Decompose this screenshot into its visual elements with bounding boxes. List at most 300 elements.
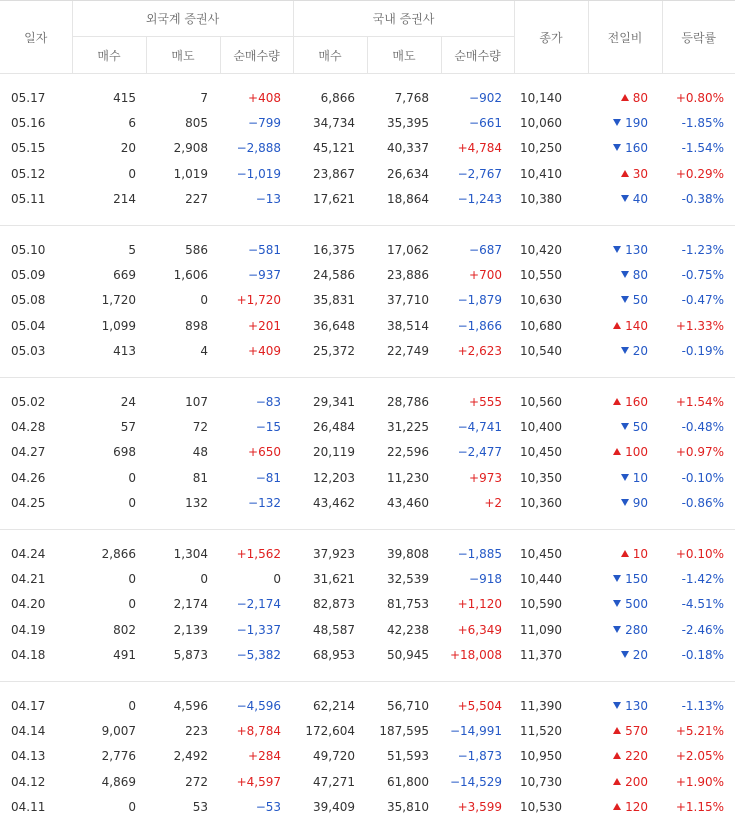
foreign-buy-cell: 802: [113, 622, 136, 637]
rate-cell: -0.19%: [681, 344, 725, 359]
row-date: 05.16: [11, 116, 46, 131]
domestic-buy-cell: 36,648: [313, 318, 356, 333]
foreign-sell-cell: 272: [185, 774, 208, 789]
domestic-sell-cell: 22,749: [387, 344, 430, 359]
row-date: 04.18: [11, 648, 46, 663]
change-value: 570: [625, 723, 649, 738]
domestic-buy-cell: 16,375: [313, 242, 356, 257]
domestic-sell-cell: 39,808: [387, 546, 430, 561]
row-date: 04.25: [11, 496, 46, 511]
rate-cell: +1.90%: [675, 774, 725, 789]
domestic-buy-cell: 35,831: [313, 293, 356, 308]
domestic-buy-cell: 45,121: [313, 141, 356, 156]
table-row: [0, 566, 735, 591]
foreign-buy-cell: 57: [120, 419, 136, 434]
rate-cell: -1.42%: [681, 571, 725, 586]
domestic-sell-cell: 35,810: [387, 800, 430, 815]
spacer-cell: [0, 681, 735, 693]
foreign-net-cell: +4,597: [236, 774, 282, 789]
change-value: 130: [625, 698, 649, 713]
domestic-sell-cell: 17,062: [387, 242, 430, 257]
domestic-net-cell: +973: [469, 470, 503, 485]
domestic-buy-cell: 37,923: [313, 546, 356, 561]
group-top-spacer: [0, 529, 735, 541]
spacer-cell: [0, 377, 735, 389]
triangle-up-icon: [621, 550, 629, 557]
foreign-buy-cell: 5: [128, 242, 136, 257]
domestic-sell-cell: 51,593: [387, 749, 430, 764]
foreign-net-cell: −2,174: [236, 597, 282, 612]
spacer-cell: [0, 74, 735, 86]
triangle-up-icon: [613, 727, 621, 734]
foreign-buy-cell: 2,866: [101, 546, 136, 561]
domestic-net-cell: −2,767: [457, 166, 503, 181]
header-domestic-net: 순매수량: [441, 37, 514, 74]
domestic-net-cell: +555: [469, 394, 503, 409]
foreign-sell-cell: 1,019: [173, 166, 208, 181]
change-value: 30: [632, 166, 649, 181]
rate-cell: -1.54%: [681, 141, 725, 156]
table-row: [0, 465, 735, 490]
foreign-sell-cell: 1,606: [173, 268, 208, 283]
foreign-net-cell: −1,337: [236, 622, 282, 637]
table-row: [0, 136, 735, 161]
group-divider: [0, 668, 735, 682]
header-change: 전일비: [588, 1, 662, 74]
domestic-net-cell: −4,741: [457, 419, 503, 434]
table-row: [0, 110, 735, 135]
domestic-buy-cell: 34,734: [313, 116, 356, 131]
domestic-sell-cell: 35,395: [387, 116, 430, 131]
triangle-up-icon: [613, 448, 621, 455]
change-cell: [588, 465, 662, 490]
domestic-sell-cell: 56,710: [387, 698, 430, 713]
domestic-net-cell: −1,243: [457, 192, 503, 207]
domestic-buy-cell: 20,119: [313, 445, 356, 460]
domestic-buy-cell: 172,604: [305, 723, 356, 738]
foreign-buy-cell: 1,099: [101, 318, 136, 333]
domestic-net-cell: −2,477: [457, 445, 503, 460]
close-price-cell: 10,450: [520, 445, 563, 460]
change-cell: [588, 136, 662, 161]
group-top-spacer: [0, 681, 735, 693]
table-row: [0, 744, 735, 769]
domestic-sell-cell: 40,337: [387, 141, 430, 156]
rate-cell: +0.80%: [675, 90, 725, 105]
change-cell: [588, 490, 662, 515]
foreign-sell-cell: 223: [185, 723, 208, 738]
triangle-down-icon: [621, 423, 629, 430]
triangle-down-icon: [613, 144, 621, 151]
row-date: 05.04: [11, 318, 46, 333]
change-cell: [588, 440, 662, 465]
triangle-up-icon: [613, 803, 621, 810]
table-row: [0, 389, 735, 414]
close-price-cell: 10,590: [520, 597, 563, 612]
domestic-net-cell: −14,991: [449, 723, 503, 738]
rate-cell: -0.10%: [681, 470, 725, 485]
table-row: [0, 262, 735, 287]
change-cell: [588, 693, 662, 718]
foreign-buy-cell: 1,720: [101, 293, 136, 308]
foreign-net-cell: 0: [273, 571, 282, 586]
row-date: 05.12: [11, 166, 46, 181]
table-row: [0, 794, 735, 819]
group-top-spacer: [0, 74, 735, 86]
foreign-net-cell: −799: [248, 116, 282, 131]
close-price-cell: 10,950: [520, 749, 563, 764]
change-value: 10: [632, 470, 649, 485]
row-date: 04.19: [11, 622, 46, 637]
foreign-sell-cell: 48: [192, 445, 208, 460]
triangle-down-icon: [621, 651, 629, 658]
foreign-net-cell: −53: [255, 800, 282, 815]
rate-cell: +1.15%: [675, 800, 725, 815]
domestic-sell-cell: 28,786: [387, 394, 430, 409]
change-value: 160: [625, 141, 649, 156]
foreign-net-cell: −13: [255, 192, 282, 207]
domestic-sell-cell: 18,864: [387, 192, 430, 207]
table-row: [0, 541, 735, 566]
domestic-buy-cell: 43,462: [313, 496, 356, 511]
header-domestic-buy: 매수: [293, 37, 367, 74]
change-cell: [588, 744, 662, 769]
foreign-net-cell: +1,562: [236, 546, 282, 561]
change-value: 80: [632, 90, 649, 105]
domestic-buy-cell: 26,484: [313, 419, 356, 434]
change-value: 20: [632, 648, 649, 663]
table-row: [0, 440, 735, 465]
foreign-buy-cell: 669: [113, 268, 136, 283]
domestic-net-cell: +2: [484, 496, 503, 511]
table-row: [0, 288, 735, 313]
domestic-sell-cell: 7,768: [394, 90, 430, 105]
close-price-cell: 10,440: [520, 571, 563, 586]
foreign-sell-cell: 898: [185, 318, 208, 333]
header-close: 종가: [514, 1, 588, 74]
change-cell: [588, 718, 662, 743]
domestic-net-cell: −687: [469, 242, 503, 257]
change-value: 50: [632, 419, 649, 434]
foreign-buy-cell: 0: [128, 597, 136, 612]
rate-cell: -4.51%: [681, 597, 725, 612]
foreign-net-cell: +650: [248, 445, 282, 460]
domestic-sell-cell: 43,460: [387, 496, 430, 511]
header-foreign-sell: 매도: [146, 37, 220, 74]
table-row: [0, 237, 735, 262]
foreign-sell-cell: 132: [185, 496, 208, 511]
foreign-sell-cell: 5,873: [173, 648, 208, 663]
domestic-sell-cell: 50,945: [387, 648, 430, 663]
close-price-cell: 10,680: [520, 318, 563, 333]
change-value: 20: [632, 344, 649, 359]
table-row: [0, 414, 735, 439]
header-rate: 등락률: [662, 1, 735, 74]
domestic-net-cell: −661: [469, 116, 503, 131]
foreign-net-cell: −2,888: [236, 141, 282, 156]
header-date: 일자: [0, 1, 72, 74]
foreign-sell-cell: 2,174: [173, 597, 208, 612]
domestic-buy-cell: 25,372: [313, 344, 356, 359]
domestic-net-cell: +6,349: [457, 622, 503, 637]
change-cell: [588, 541, 662, 566]
foreign-sell-cell: 1,304: [173, 546, 208, 561]
row-date: 04.28: [11, 419, 46, 434]
group-divider: [0, 516, 735, 530]
row-date: 05.08: [11, 293, 46, 308]
header-domestic-sell: 매도: [367, 37, 441, 74]
rate-cell: -0.86%: [681, 496, 725, 511]
domestic-net-cell: −14,529: [449, 774, 503, 789]
domestic-buy-cell: 48,587: [313, 622, 356, 637]
domestic-net-cell: −1,873: [457, 749, 503, 764]
foreign-sell-cell: 0: [200, 293, 208, 308]
change-value: 90: [632, 496, 649, 511]
change-value: 220: [625, 749, 649, 764]
domestic-sell-cell: 31,225: [387, 419, 430, 434]
foreign-buy-cell: 0: [128, 166, 136, 181]
foreign-sell-cell: 805: [185, 116, 208, 131]
domestic-sell-cell: 26,634: [387, 166, 430, 181]
rate-cell: +5.21%: [675, 723, 725, 738]
domestic-buy-cell: 23,867: [313, 166, 356, 181]
foreign-sell-cell: 2,492: [173, 749, 208, 764]
domestic-sell-cell: 38,514: [387, 318, 430, 333]
change-cell: [588, 642, 662, 667]
triangle-down-icon: [621, 296, 629, 303]
close-price-cell: 11,520: [520, 723, 563, 738]
close-price-cell: 10,420: [520, 242, 563, 257]
foreign-sell-cell: 0: [200, 571, 208, 586]
change-value: 80: [632, 268, 649, 283]
triangle-down-icon: [613, 702, 621, 709]
domestic-sell-cell: 11,230: [387, 470, 430, 485]
foreign-net-cell: −15: [255, 419, 282, 434]
domestic-net-cell: +3,599: [457, 800, 503, 815]
triangle-up-icon: [613, 398, 621, 405]
row-date: 05.11: [11, 192, 46, 207]
row-date: 04.24: [11, 546, 46, 561]
foreign-net-cell: −937: [248, 268, 282, 283]
foreign-net-cell: +1,720: [236, 293, 282, 308]
row-date: 05.10: [11, 242, 46, 257]
foreign-sell-cell: 72: [192, 419, 208, 434]
triangle-up-icon: [613, 752, 621, 759]
rate-cell: -1.85%: [681, 116, 725, 131]
foreign-sell-cell: 2,139: [173, 622, 208, 637]
foreign-buy-cell: 698: [113, 445, 136, 460]
table-row: [0, 313, 735, 338]
foreign-buy-cell: 413: [113, 344, 136, 359]
change-cell: [588, 566, 662, 591]
triangle-down-icon: [613, 119, 621, 126]
foreign-buy-cell: 0: [128, 800, 136, 815]
foreign-sell-cell: 81: [192, 470, 208, 485]
row-date: 05.02: [11, 394, 46, 409]
divider-cell: [0, 364, 735, 378]
row-date: 04.17: [11, 698, 46, 713]
row-date: 04.13: [11, 749, 46, 764]
rate-cell: -0.18%: [681, 648, 725, 663]
triangle-down-icon: [621, 195, 629, 202]
table-row: [0, 617, 735, 642]
domestic-buy-cell: 39,409: [313, 800, 356, 815]
row-date: 05.15: [11, 141, 46, 156]
table-row: [0, 693, 735, 718]
change-value: 130: [625, 242, 649, 257]
foreign-net-cell: +409: [248, 344, 282, 359]
domestic-sell-cell: 23,886: [387, 268, 430, 283]
foreign-buy-cell: 0: [128, 698, 136, 713]
domestic-buy-cell: 12,203: [313, 470, 356, 485]
close-price-cell: 10,410: [520, 166, 563, 181]
close-price-cell: 10,530: [520, 800, 563, 815]
foreign-sell-cell: 4,596: [173, 698, 208, 713]
change-cell: [588, 617, 662, 642]
triangle-up-icon: [621, 170, 629, 177]
rate-cell: -0.38%: [681, 192, 725, 207]
foreign-net-cell: −132: [248, 496, 282, 511]
foreign-sell-cell: 7: [200, 90, 208, 105]
foreign-net-cell: −81: [255, 470, 282, 485]
triangle-down-icon: [613, 575, 621, 582]
domestic-net-cell: −1,879: [457, 293, 503, 308]
change-cell: [588, 414, 662, 439]
close-price-cell: 10,400: [520, 419, 563, 434]
domestic-sell-cell: 32,539: [387, 571, 430, 586]
rate-cell: -0.48%: [681, 419, 725, 434]
domestic-net-cell: +2,623: [457, 344, 503, 359]
domestic-buy-cell: 17,621: [313, 192, 356, 207]
domestic-buy-cell: 31,621: [313, 571, 356, 586]
foreign-buy-cell: 0: [128, 496, 136, 511]
domestic-buy-cell: 68,953: [313, 648, 356, 663]
domestic-buy-cell: 62,214: [313, 698, 356, 713]
close-price-cell: 10,450: [520, 546, 563, 561]
change-cell: [588, 389, 662, 414]
foreign-sell-cell: 53: [192, 800, 208, 815]
foreign-net-cell: −5,382: [236, 648, 282, 663]
change-value: 140: [625, 318, 649, 333]
rate-cell: +0.29%: [675, 166, 725, 181]
triangle-up-icon: [613, 322, 621, 329]
change-value: 500: [625, 597, 649, 612]
rate-cell: -2.46%: [681, 622, 725, 637]
foreign-buy-cell: 0: [128, 470, 136, 485]
group-top-spacer: [0, 225, 735, 237]
triangle-down-icon: [621, 499, 629, 506]
foreign-buy-cell: 20: [120, 141, 136, 156]
rate-cell: +1.54%: [675, 394, 725, 409]
divider-cell: [0, 516, 735, 530]
close-price-cell: 10,140: [520, 90, 563, 105]
foreign-sell-cell: 227: [185, 192, 208, 207]
triangle-down-icon: [613, 626, 621, 633]
foreign-buy-cell: 415: [113, 90, 136, 105]
close-price-cell: 10,350: [520, 470, 563, 485]
change-value: 160: [625, 394, 649, 409]
change-cell: [588, 769, 662, 794]
row-date: 04.14: [11, 723, 46, 738]
domestic-net-cell: +18,008: [449, 648, 503, 663]
header-foreign-buy: 매수: [72, 37, 146, 74]
triangle-up-icon: [621, 94, 629, 101]
change-cell: [588, 288, 662, 313]
rate-cell: +2.05%: [675, 749, 725, 764]
foreign-net-cell: +408: [248, 90, 282, 105]
change-cell: [588, 161, 662, 186]
foreign-net-cell: −1,019: [236, 166, 282, 181]
close-price-cell: 10,730: [520, 774, 563, 789]
foreign-net-cell: +284: [248, 749, 282, 764]
header-foreign-net: 순매수량: [220, 37, 293, 74]
close-price-cell: 10,250: [520, 141, 563, 156]
domestic-net-cell: −1,885: [457, 546, 503, 561]
foreign-sell-cell: 107: [185, 394, 208, 409]
group-top-spacer: [0, 377, 735, 389]
domestic-net-cell: +700: [469, 268, 503, 283]
close-price-cell: 10,540: [520, 344, 563, 359]
foreign-buy-cell: 9,007: [101, 723, 136, 738]
foreign-buy-cell: 2,776: [101, 749, 136, 764]
domestic-net-cell: +1,120: [457, 597, 503, 612]
table-row: [0, 592, 735, 617]
foreign-net-cell: −4,596: [236, 698, 282, 713]
spacer-cell: [0, 529, 735, 541]
row-date: 04.21: [11, 571, 46, 586]
close-price-cell: 10,380: [520, 192, 563, 207]
table-body: [0, 74, 735, 820]
row-date: 04.11: [11, 800, 46, 815]
domestic-sell-cell: 61,800: [387, 774, 430, 789]
rate-cell: -1.13%: [681, 698, 725, 713]
domestic-buy-cell: 47,271: [313, 774, 356, 789]
domestic-sell-cell: 37,710: [387, 293, 430, 308]
foreign-buy-cell: 4,869: [101, 774, 136, 789]
triangle-down-icon: [613, 246, 621, 253]
foreign-net-cell: +201: [248, 318, 282, 333]
header-foreign-brokers: 외국계 증권사: [72, 1, 293, 37]
change-cell: [588, 85, 662, 110]
close-price-cell: 10,560: [520, 394, 563, 409]
foreign-buy-cell: 6: [128, 116, 136, 131]
domestic-buy-cell: 24,586: [313, 268, 356, 283]
table-row: [0, 642, 735, 667]
domestic-net-cell: +4,784: [457, 141, 503, 156]
rate-cell: -0.47%: [681, 293, 725, 308]
domestic-net-cell: −918: [469, 571, 503, 586]
domestic-net-cell: −902: [469, 90, 503, 105]
row-date: 05.03: [11, 344, 46, 359]
change-value: 10: [632, 546, 649, 561]
change-cell: [588, 262, 662, 287]
row-date: 05.17: [11, 90, 46, 105]
change-value: 280: [625, 622, 649, 637]
domestic-sell-cell: 22,596: [387, 445, 430, 460]
domestic-sell-cell: 81,753: [387, 597, 430, 612]
domestic-buy-cell: 49,720: [313, 749, 356, 764]
row-date: 05.09: [11, 268, 46, 283]
table-header: [0, 1, 735, 74]
rate-cell: +0.10%: [675, 546, 725, 561]
table-row: [0, 187, 735, 212]
change-cell: [588, 110, 662, 135]
divider-cell: [0, 668, 735, 682]
domestic-buy-cell: 6,866: [320, 90, 356, 105]
group-divider: [0, 212, 735, 226]
rate-cell: +1.33%: [675, 318, 725, 333]
rate-cell: -1.23%: [681, 242, 725, 257]
